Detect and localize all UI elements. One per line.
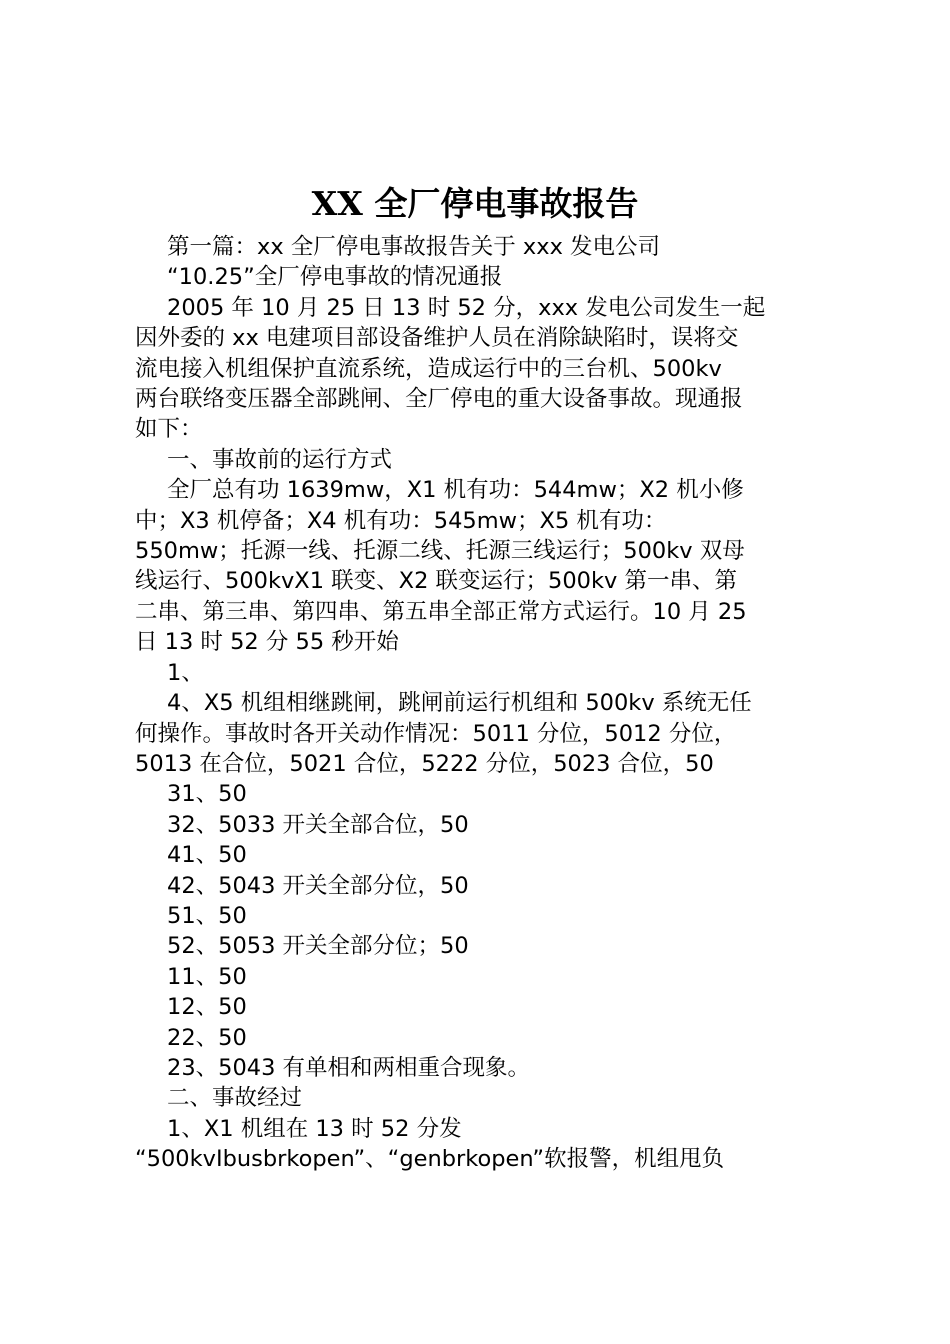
text-line: 31、50 [167,781,247,808]
text-line: 1、 [167,659,204,686]
text-line: 如下： [135,416,203,443]
text-line: 因外委的 xx 电建项目部设备维护人员在消除缺陷时，误将交 [135,325,739,352]
text-line: 51、50 [167,902,247,929]
text-line: 中；X3 机停备；X4 机有功：545mw；X5 机有功： [135,507,667,534]
text-line: 23、5043 有单相和两相重合现象。 [167,1054,531,1081]
text-line: 流电接入机组保护直流系统，造成运行中的三台机、500kv [135,355,722,382]
text-line: 12、50 [167,994,247,1021]
text-line: 11、50 [167,963,247,990]
document-title-text: 全厂停电事故报告 [374,184,639,223]
text-line: 日 13 时 52 分 55 秒开始 [135,629,399,656]
text-line: 何操作。事故时各开关动作情况：5011 分位，5012 分位， [135,720,737,747]
text-line: 一、事故前的运行方式 [167,446,393,473]
text-line: 1、X1 机组在 13 时 52 分发 [167,1115,462,1142]
document-body [135,232,825,1175]
text-line: 52、5053 开关全部分位；50 [167,933,469,960]
text-line: 32、5033 开关全部合位，50 [167,811,469,838]
text-line: 二串、第三串、第四串、第五串全部正常方式运行。10 月 25 [135,598,747,625]
text-line: 线运行、500kvX1 联变、X2 联变运行；500kv 第一串、第 [135,568,737,595]
document-title [0,180,950,228]
text-line: “500kvIbusbrkopen”、“genbrkopen”软报警，机组甩负 [135,1146,725,1173]
text-line: “10.25”全厂停电事故的情况通报 [167,264,503,291]
text-line: 两台联络变压器全部跳闸、全厂停电的重大设备事故。现通报 [135,386,743,413]
text-line: 41、50 [167,842,247,869]
text-line: 2005 年 10 月 25 日 13 时 52 分，xxx 发电公司发生一起 [167,294,766,321]
text-line: 全厂总有功 1639mw，X1 机有功：544mw；X2 机小修 [167,477,744,504]
text-line: 550mw；托源一线、托源二线、托源三线运行；500kv 双母 [135,538,745,565]
text-line: 二、事故经过 [167,1085,303,1112]
text-line: 42、5043 开关全部分位，50 [167,872,469,899]
text-line: 22、50 [167,1024,247,1051]
document-title-prefix: XX [311,184,363,223]
text-line: 第一篇：xx 全厂停电事故报告关于 xxx 发电公司 [167,234,661,260]
text-line: 5013 在合位，5021 合位，5222 分位，5023 合位，50 [135,750,714,777]
text-line: 4、X5 机组相继跳闸，跳闸前运行机组和 500kv 系统无任 [167,690,752,717]
